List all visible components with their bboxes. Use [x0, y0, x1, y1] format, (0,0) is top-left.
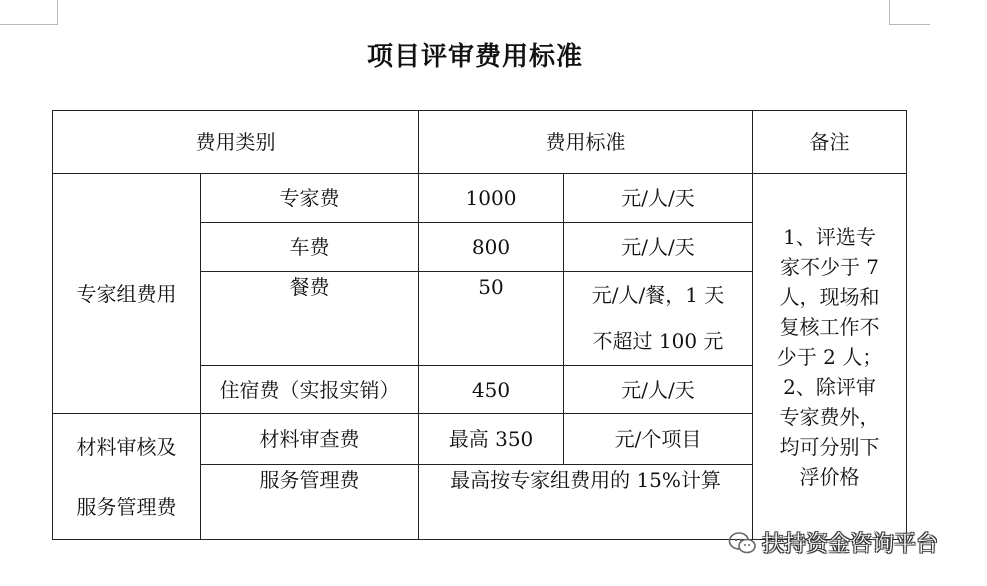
header-fee-standard: 费用标准: [419, 111, 753, 174]
note-line: 复核工作不: [779, 314, 880, 339]
crop-mark-top-right: [889, 0, 930, 25]
item-amount: 50: [419, 272, 564, 366]
note-line: 1、评选专: [783, 224, 876, 249]
item-standard: 最高按专家组费用的 15%计算: [419, 465, 753, 540]
watermark: [728, 527, 938, 558]
watermark-text: 扶持资金咨询平台: [762, 532, 939, 557]
item-name: 材料审查费: [201, 414, 419, 465]
header-remarks: 备注: [753, 111, 907, 174]
wechat-icon: [728, 531, 758, 555]
group-name-line: 材料审核及: [76, 434, 177, 459]
fee-standard-table: [52, 110, 907, 540]
group-expert-fees: 专家组费用: [53, 174, 201, 414]
item-unit: 元/人/天: [564, 174, 753, 223]
group-material-service-fees: [53, 414, 201, 540]
group-name-line: 服务管理费: [76, 494, 177, 519]
document-title: 项目评审费用标准: [366, 42, 583, 72]
item-amount: 450: [419, 366, 564, 414]
item-name: 住宿费（实报实销）: [201, 366, 419, 414]
item-unit: 元/个项目: [564, 414, 753, 465]
item-name: 车费: [201, 223, 419, 272]
note-line: 家不少于 7: [779, 254, 880, 279]
unit-line: 元/人/餐，1 天: [591, 283, 725, 307]
item-amount: 最高 350: [419, 414, 564, 465]
note-line: 2、除评审: [783, 374, 876, 399]
note-line: 少于 2 人；: [776, 344, 883, 369]
header-fee-category: 费用类别: [53, 111, 419, 174]
remarks-cell: [753, 174, 907, 540]
crop-mark-top-left: [0, 0, 58, 25]
item-unit: [564, 272, 753, 366]
item-unit: 元/人/天: [564, 366, 753, 414]
note-line: 均可分别下: [779, 434, 880, 459]
item-name: 专家费: [201, 174, 419, 223]
item-amount: 800: [419, 223, 564, 272]
item-amount: 1000: [419, 174, 564, 223]
note-line: 人，现场和: [779, 284, 880, 309]
unit-line: 不超过 100 元: [592, 329, 724, 353]
note-line: 专家费外，: [779, 404, 880, 429]
item-name: 餐费: [201, 272, 419, 366]
header-row: [53, 111, 907, 174]
item-unit: 元/人/天: [564, 223, 753, 272]
item-name: 服务管理费: [201, 465, 419, 540]
note-line: 浮价格: [799, 464, 860, 489]
table-row: [53, 174, 907, 223]
